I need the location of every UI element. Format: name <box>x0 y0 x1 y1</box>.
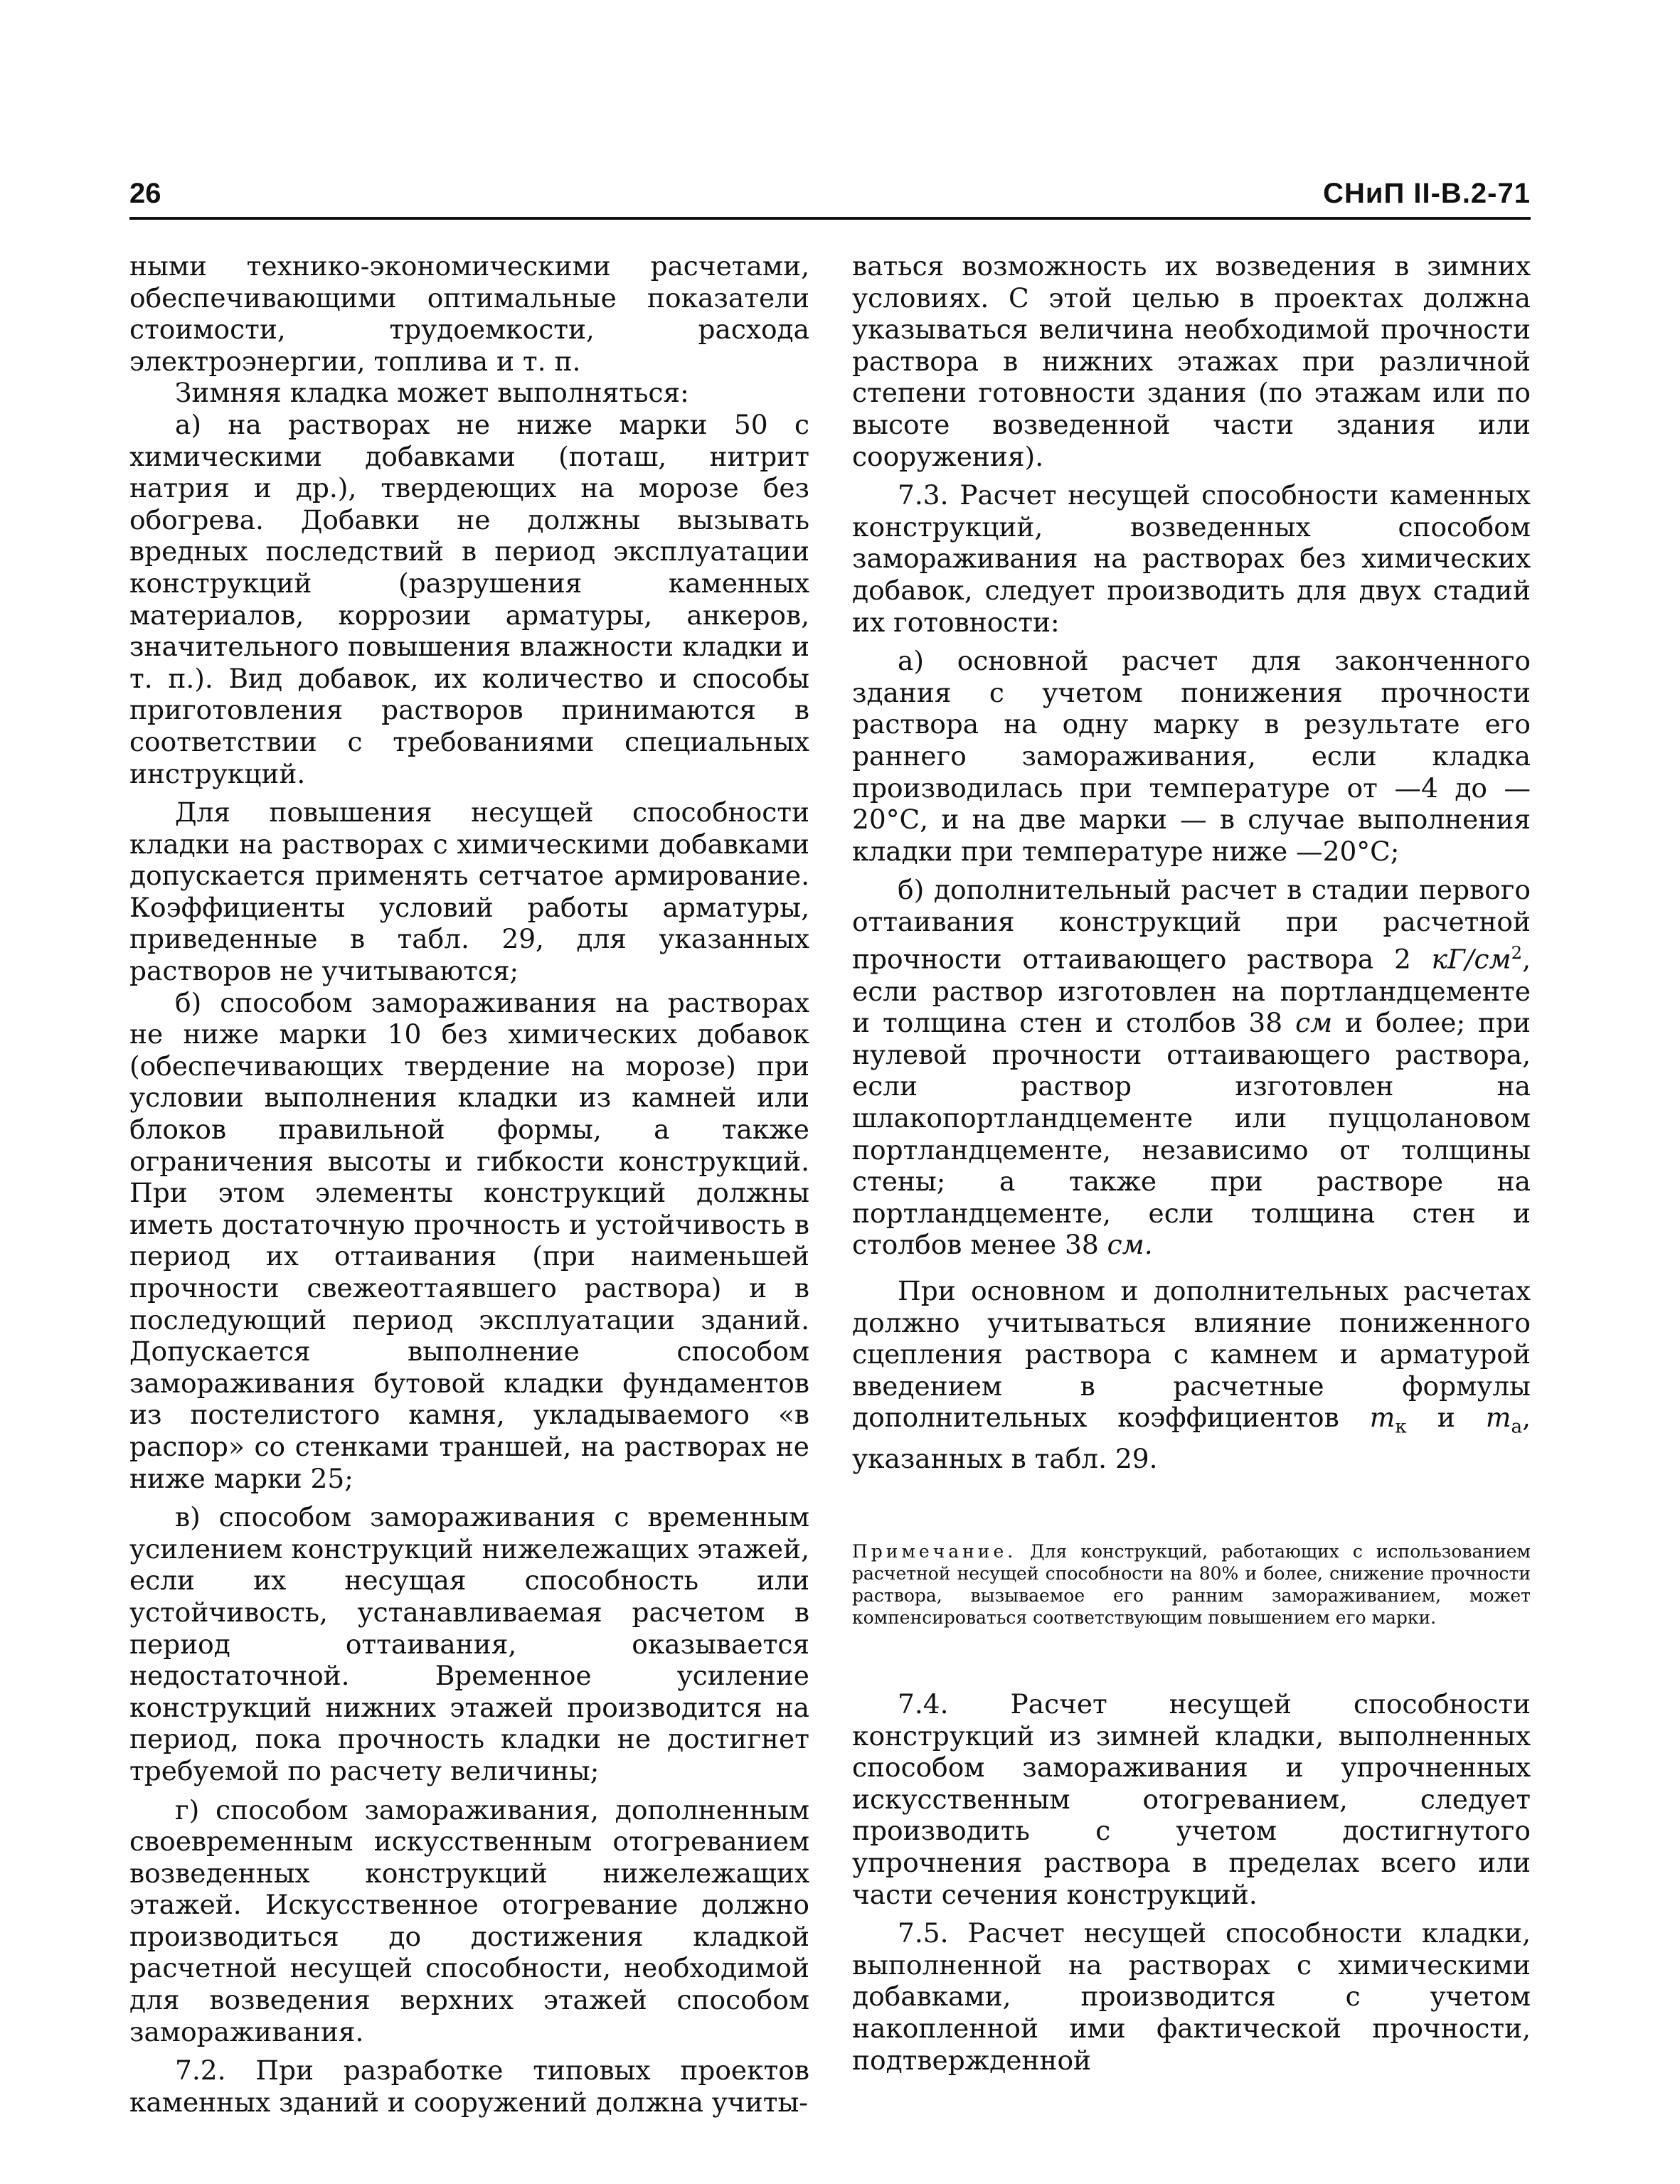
list-item-a: а) основной расчет для законченного здания с учетом понижения прочности раствора на одну марку в результате его раннего замораживания, если кладка производилась при температуре от —4 до —20°С, и на две марки — в случае выполнения кладки при температуре ниже —20°С; <box>852 645 1531 867</box>
exponent: 2 <box>1511 942 1523 964</box>
paragraph: ваться возможность их возведения в зимних условиях. С этой целью в проектах должна указываться величина необходимой прочности раствора в нижних этажах при различной степени готовности здания (по этажам или по высоте возведенной части здания или сооружения). <box>852 250 1531 472</box>
list-item-b <box>852 874 1531 1261</box>
page-header <box>129 178 1531 220</box>
left-column <box>129 250 809 2118</box>
text: б) дополнительный расчет в стадии первого оттаивания конструкций при расчетной прочности оттаивающего раствора 2 <box>852 874 1531 975</box>
note-text: Для конструкций, работающих с использованием расчетной несущей способности на 80% и более, снижение прочности раствора, вызываемое его ранним замораживанием, может компенсироваться соответствующим повышением его марки. <box>852 1540 1531 1628</box>
paragraph: Зимняя кладка может выполняться: <box>175 377 689 409</box>
page-number: 26 <box>129 178 161 209</box>
coefficient-m: m <box>1369 1402 1395 1434</box>
paragraph <box>852 1275 1531 1475</box>
text: и <box>1437 1402 1455 1434</box>
unit: кГ/см <box>1431 943 1511 975</box>
text: , если раствор изготовлен на портландцементе и толщина стен и столбов 38 <box>852 943 1531 1039</box>
document-code: СНиП II-В.2-71 <box>1323 178 1531 209</box>
coefficient-m: m <box>1485 1402 1511 1434</box>
list-item-v: в) способом замораживания с временным усилением конструкций нижележащих этажей, если их несущая способность или устойчивость, устанавливаемая расчетом в период оттаивания, оказывается недостаточной. Временное усиление конструкций нижних этажей производится на период, пока прочность кладки не достигнет требуемой по расчету величины; <box>129 1501 809 1786</box>
text: При основном и дополнительных расчетах должно учитываться влияние пониженного сцепления раствора с камнем и арматурой введением в расчетные формулы дополнительных коэффициентов <box>852 1274 1531 1434</box>
list-item-b: б) способом замораживания на растворах не ниже марки 10 без химических добавок (обеспечивающих твердение на морозе) при условии выполнения кладки из камней или блоков правильной формы, а также ограничения высоты и гибкости конструкций. При этом элементы конструкций должны иметь достаточную прочность и устойчивость в период их оттаивания (при наименьшей прочности свежеоттаявшего раствора) и в последующий период эксплуатации зданий. Допускается выполнение способом замораживания бутовой кладки фундаментов из постелистого камня, укладываемого «в распор» со стенками траншей, на растворах не ниже марки 25; <box>129 986 809 1494</box>
section-7-4: 7.4. Расчет несущей способности конструкций из зимней кладки, выполненных способом замораживания и упрочненных искусственным отогреванием, следует производить с учетом достигнутого упрочнения раствора в пределах всего или части сечения конструкций. <box>852 1688 1531 1910</box>
subscript: а <box>1511 1416 1523 1438</box>
section-7-2: 7.2. При разработке типовых проектов каменных зданий и сооружений должна учиты- <box>129 2055 809 2118</box>
subscript: к <box>1395 1416 1407 1438</box>
list-item-g: г) способом замораживания, дополненным своевременным искусственным отогреванием возведенных конструкций нижележащих этажей. Искусственное отогревание должно производиться до достижения кладкой расчетной несущей способности, необходимой для возведения верхних этажей способом замораживания. <box>129 1794 809 2047</box>
footnote <box>852 1540 1531 1629</box>
right-column <box>852 250 1531 2076</box>
unit: см <box>1295 1007 1333 1039</box>
unit: см. <box>1107 1229 1153 1261</box>
header-rule <box>129 217 1531 220</box>
paragraph: ными технико-экономическими расчетами, обеспечивающими оптимальные показатели стоимости, трудоемкости, расхода электроэнергии, топлива и т. п. <box>129 250 809 377</box>
list-item-a: а) на растворах не ниже марки 50 с химическими добавками (поташ, нитрит натрия и др.), твердеющих на морозе без обогрева. Добавки не должны вызывать вредных последствий в период эксплуатации конструкций (разрушения каменных материалов, коррозии арматуры, анкеров, значительного повышения влажности кладки и т. п.). Вид добавок, их количество и способы приготовления растворов принимаются в соответствии с требованиями специальных инструкций. <box>129 408 809 789</box>
section-7-5: 7.5. Расчет несущей способности кладки, выполненной на растворах с химическими добавками, производится с учетом накопленной ими фактической прочности, подтвержденной <box>852 1917 1531 2076</box>
text: , указанных в табл. 29. <box>852 1402 1531 1475</box>
paragraph: Для повышения несущей способности кладки на растворах с химическими добавками допускается применять сетчатое армирование. Коэффициенты условий работы арматуры, приведенные в табл. 29, для указанных растворов не учитываются; <box>129 797 809 987</box>
section-7-3: 7.3. Расчет несущей способности каменных конструкций, возведенных способом замораживания на растворах без химических добавок, следует производить для двух стадий их готовности: <box>852 479 1531 638</box>
text: и более; при нулевой прочности оттаивающего раствора, если раствор изготовлен на шлакопортландцементе или пуццолановом портландцементе, независимо от толщины стены; а также при растворе на портландцементе, если толщина стен и столбов менее 38 <box>852 1007 1531 1261</box>
note-label: Примечание. <box>852 1540 1017 1562</box>
